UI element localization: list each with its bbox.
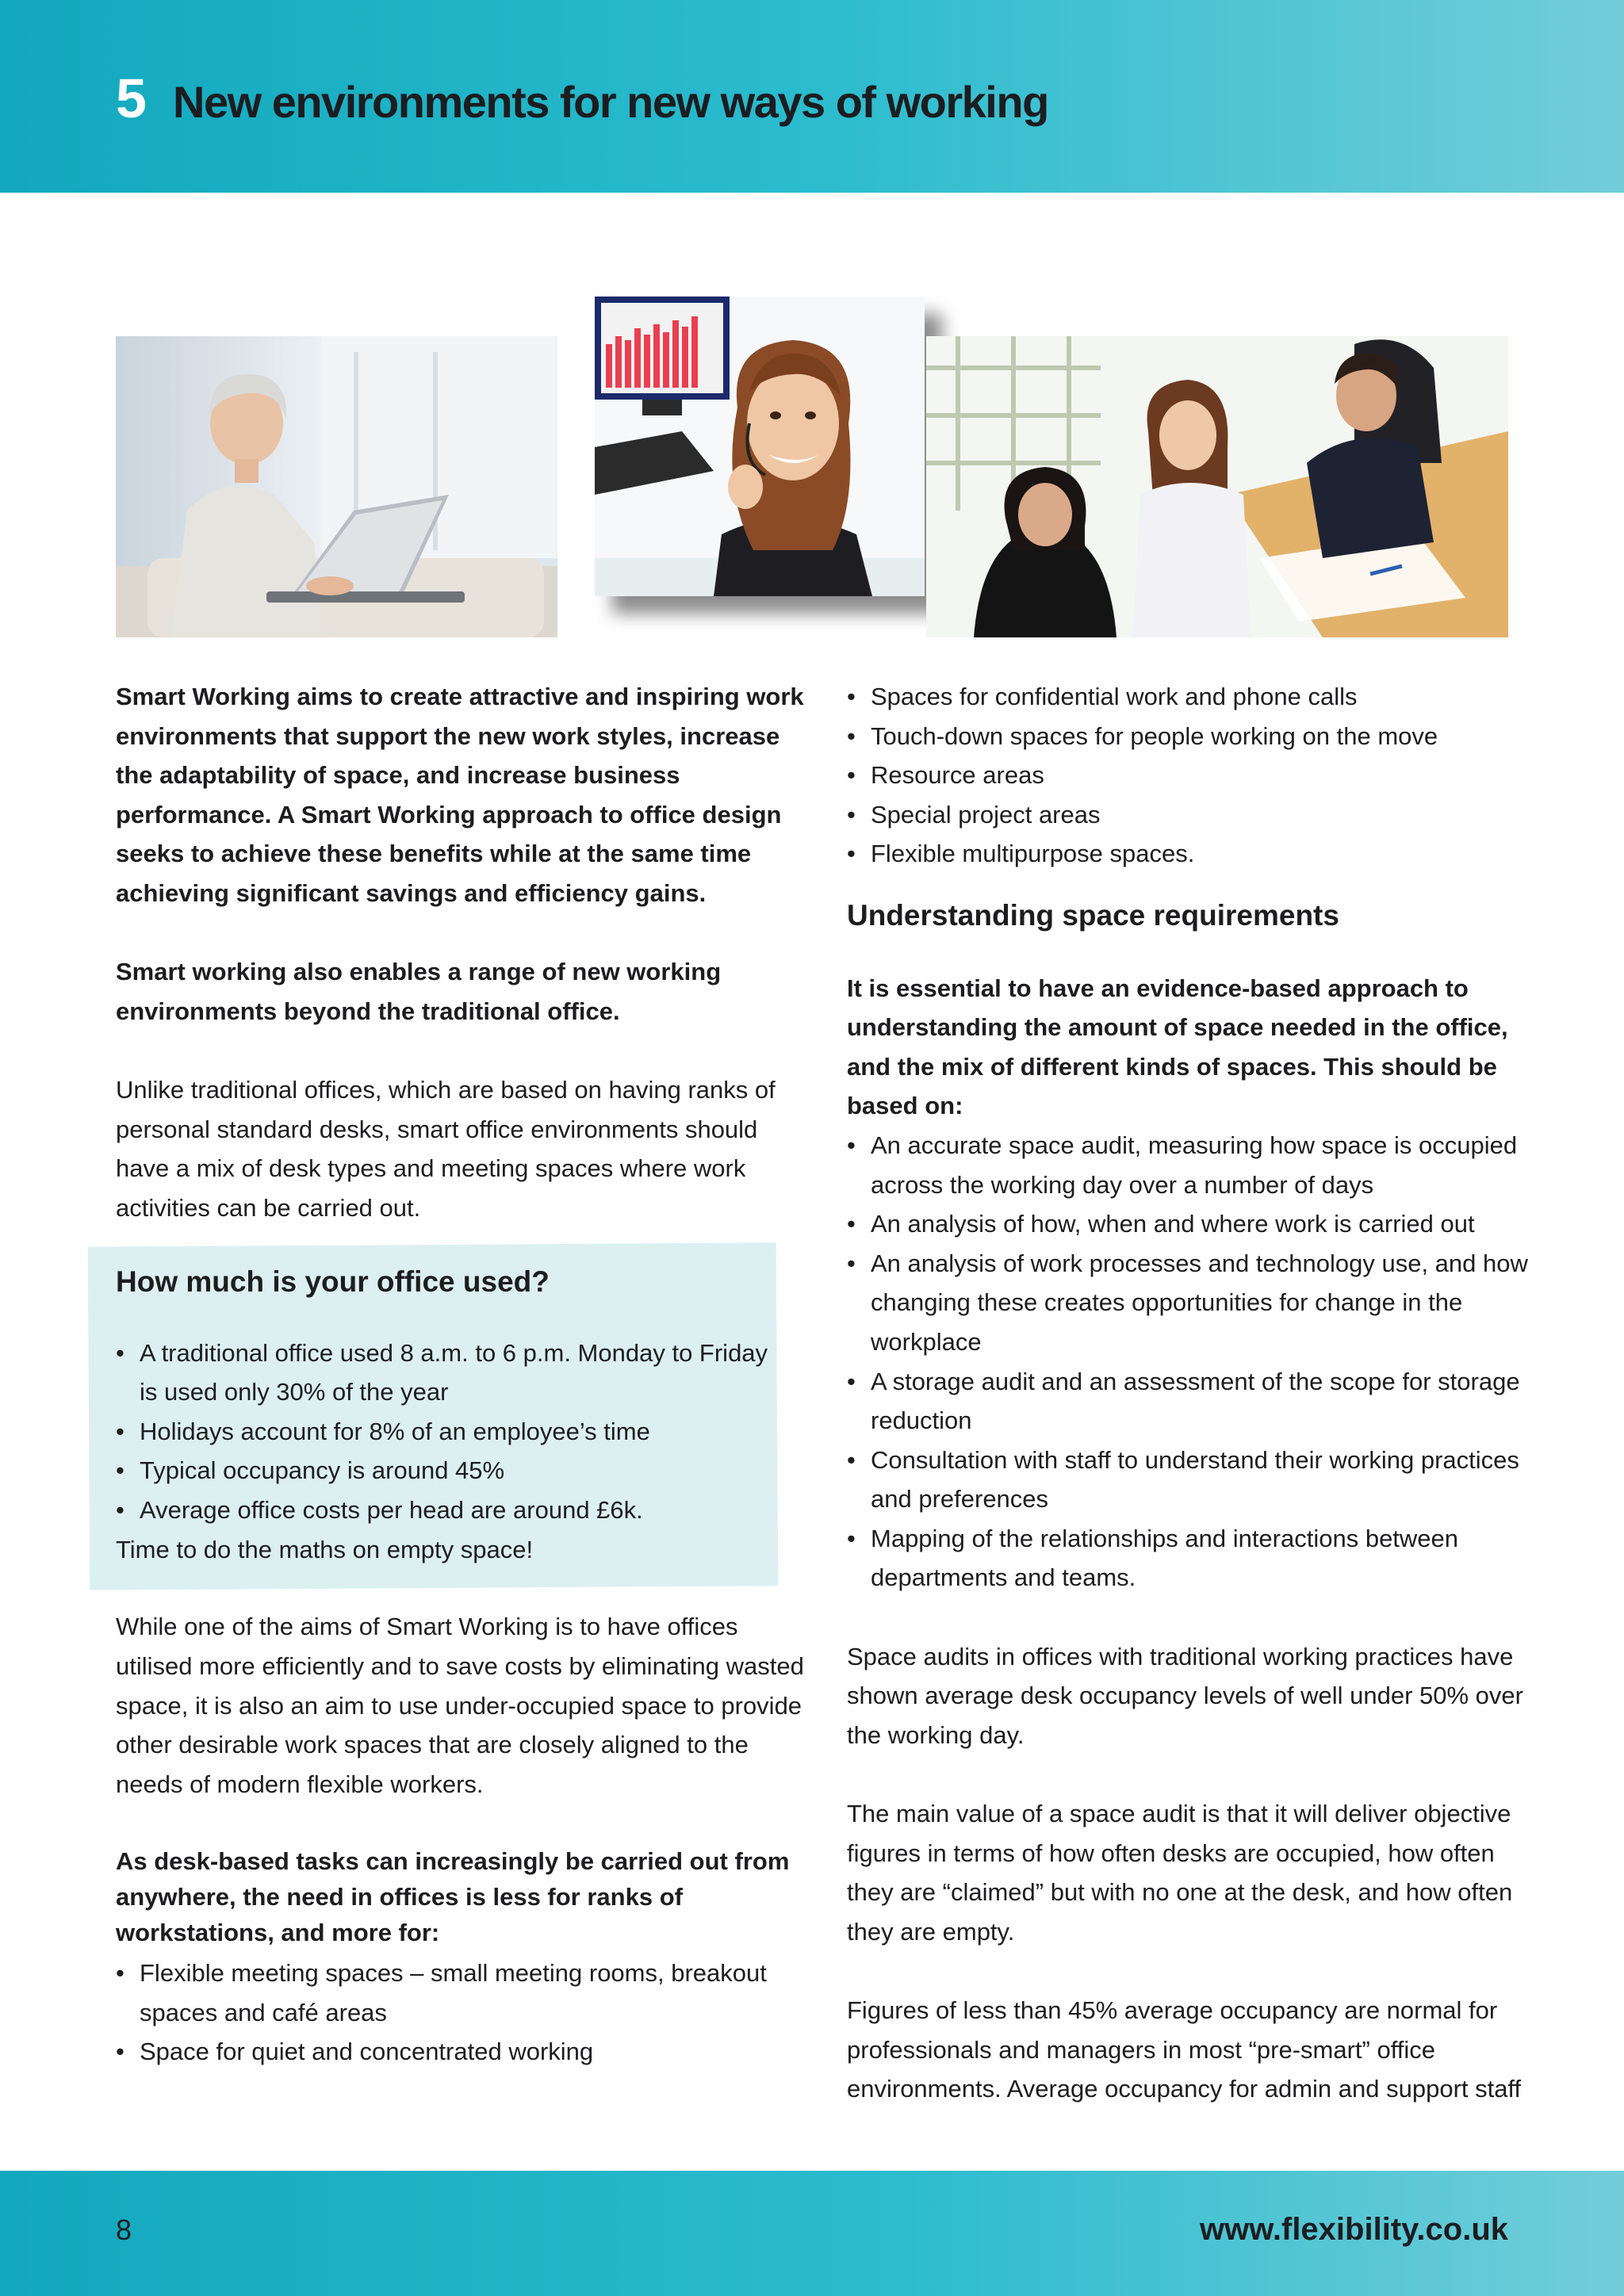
website-link[interactable]: www.flexibility.co.uk: [1200, 2212, 1508, 2247]
body-paragraph: Unlike traditional offices, which are based on having ranks of personal standard desks, smart office environments should have a mix of desk types and meeting spaces where work activities can be carried out.: [116, 1075, 776, 1222]
list-item: • Flexible meeting spaces – small meeting rooms, breakout spaces and café areas: [116, 1954, 814, 2032]
list-item: • Consultation with staff to understand their working practices and preferences: [847, 1441, 1545, 1519]
list-item: • Mapping of the relationships and interactions between departments and teams.: [847, 1519, 1545, 1598]
list-item: • A traditional office used 8 a.m. to 6 p.m. Monday to Friday is used only 30% of the year: [116, 1334, 777, 1412]
intro-paragraph-bold: Smart Working aims to create attractive and inspiring work environments that support the new work styles, increase the adaptability of space, and increase business performance. A Smart Working approach to office design seeks to achieve these benefits while at the same time achieving significant savings and efficiency gains.: [116, 683, 804, 907]
list-item: • Touch-down spaces for people working on the move: [847, 717, 1545, 756]
body-paragraph: Space audits in offices with traditional working practices have shown average desk occupancy levels of well under 50% over the working day.: [847, 1642, 1523, 1749]
intro-paragraph-bold-2: Smart working also enables a range of new working environments beyond the traditional office.: [116, 958, 722, 1025]
page-number: 8: [116, 2214, 132, 2246]
chapter-number: 5: [116, 67, 146, 129]
requirements-list: [847, 1126, 1545, 1598]
callout-closing: Time to do the maths on empty space!: [115, 1535, 534, 1563]
list-item: • Average office costs per head are around £6k.: [116, 1490, 777, 1530]
bold-lead-paragraph: As desk-based tasks can increasingly be carried out from anywhere, the need in offices is less for ranks of workstations, and more for:: [116, 1847, 790, 1947]
body-paragraph: The main value of a space audit is that it will deliver objective figures in terms of how often desks are occupied, how often they are “claimed” but with no one at the desk, and how often they are empty.: [847, 1800, 1513, 1946]
list-item: • Flexible multipurpose spaces.: [847, 834, 1545, 874]
section-heading: Understanding space requirements: [847, 898, 1339, 932]
list-item: • An analysis of work processes and technology use, and how changing these creates opportunities for change in the workplace: [847, 1244, 1545, 1362]
list-item: • An accurate space audit, measuring how space is occupied across the working day over a number of days: [847, 1126, 1545, 1204]
left-column: [116, 677, 814, 2072]
list-item: • Spaces for confidential work and phone calls: [847, 677, 1545, 717]
photo-woman-with-laptop: [116, 336, 557, 637]
right-column: [847, 677, 1545, 2109]
office-usage-callout: [88, 1243, 779, 1590]
list-item: • Typical occupancy is around 45%: [116, 1452, 777, 1491]
workspace-list-continued: [847, 677, 1545, 874]
photo-team-meeting: [926, 336, 1508, 637]
list-item: • An analysis of how, when and where work is carried out: [847, 1204, 1545, 1244]
callout-list: [116, 1334, 777, 1530]
list-item: • Resource areas: [847, 756, 1545, 795]
list-item: • A storage audit and an assessment of the scope for storage reduction: [847, 1362, 1545, 1441]
list-item: • Space for quiet and concentrated working: [116, 2032, 814, 2072]
body-paragraph: While one of the aims of Smart Working is to have offices utilised more efficiently and to save costs by eliminating wasted space, it is also an aim to use under-occupied space to provide other desirable work spaces that are closely aligned to the needs of modern flexible workers.: [116, 1613, 804, 1798]
list-item: • Special project areas: [847, 795, 1545, 835]
callout-title: How much is your office used?: [115, 1265, 550, 1299]
list-item: • Holidays account for 8% of an employee’s time: [116, 1412, 777, 1452]
photo-woman-with-headset: [595, 297, 925, 596]
bold-lead-paragraph: It is essential to have an evidence-based approach to understanding the amount of space needed in the office, and the mix of different kinds of spaces. This should be based on:: [847, 974, 1508, 1120]
body-paragraph: Figures of less than 45% average occupancy are normal for professionals and managers in most “pre-smart” office environments. Average occupancy for admin and support staff: [847, 1996, 1522, 2103]
chapter-title: New environments for new ways of working: [173, 77, 1048, 127]
workspace-list: [116, 1954, 814, 2072]
